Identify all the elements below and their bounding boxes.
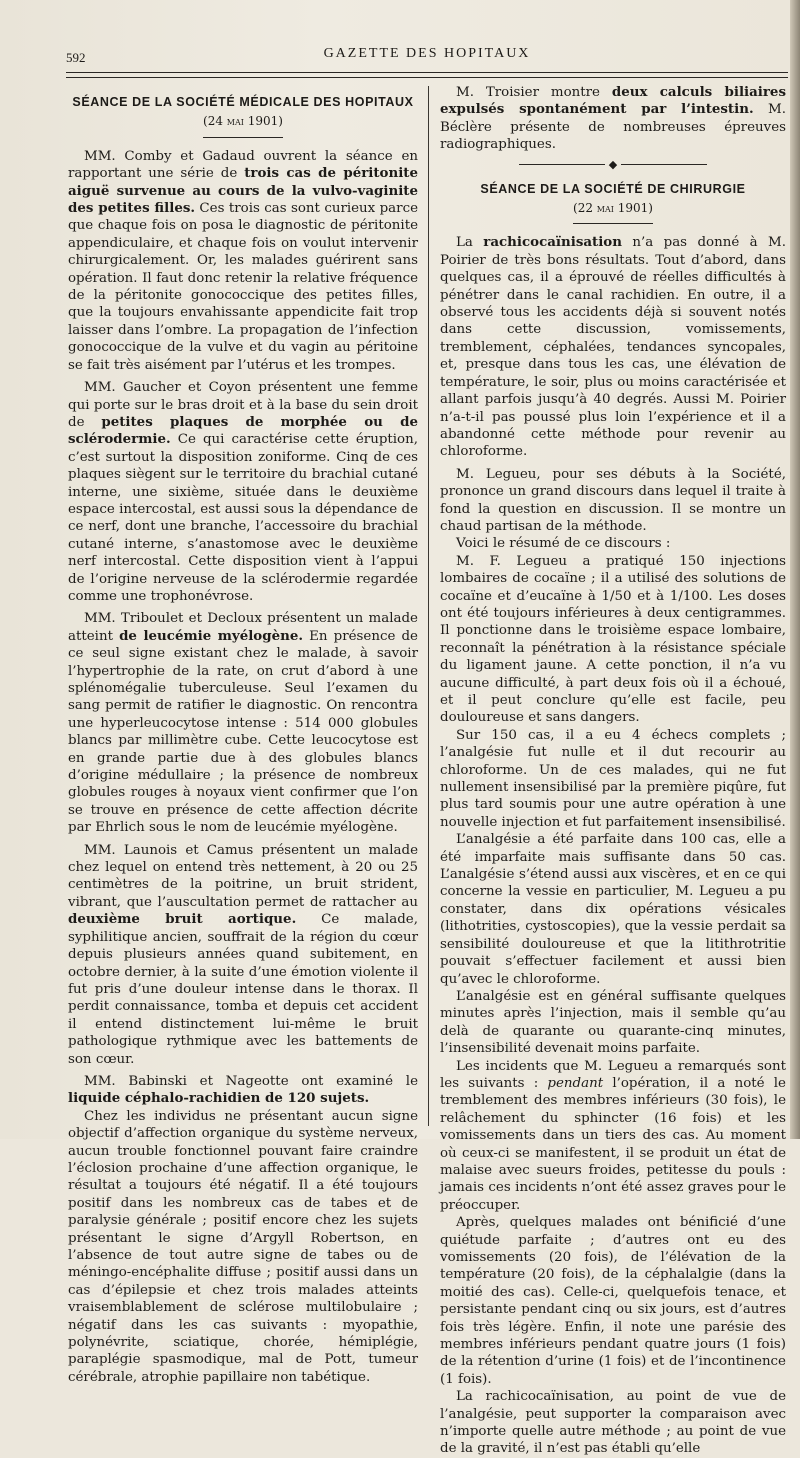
ornament-rule: ◆ <box>440 159 786 171</box>
text: M. Troisier montre <box>456 85 612 100</box>
text: MM. Babinski et Nageotte ont examiné le <box>84 1073 418 1089</box>
bold-text: liquide céphalo-rachidien de 120 sujets. <box>68 1090 370 1107</box>
date-month: mai <box>226 114 244 129</box>
text: En présence de ce seul signe existant chez le malade, à savoir l’hypertrophie de la rate, on crut d’abord à une splénomégalie tuberculeuse. Seul l’examen du sang permit de ratifier le diagnostic. On rencontra une hyperleucocytose intense : 514 000 globules blancs par millimètre cube. Cette leucocytose est en grande partie due à des globules blancs d’origine médullaire ; la présence de nombreux globules rouges à noyaux vient confirmer que l’on se trouve en présence de cette affection décrite par Ehrlich sous le nom de leucémie myélogène. <box>68 628 418 836</box>
bold-text: rachicocaïnisation <box>483 234 622 251</box>
paragraph-poirier <box>440 234 786 460</box>
text: La <box>456 235 484 251</box>
bold-text: petites plaques de morphée ou de sclérodermie. <box>68 413 418 448</box>
text: Ce qui caractérise cette éruption, c’est surtout la disposition zoniforme. Cinq de ces plaques siègent sur le territoire du brachial cutané interne, une sixième, située dans le deuxième espace intercostal, est aussi sous la dépendance de ce nerf, dont une branche, l’accessoire du brachial cutané interne, s’anastomose avec le deuxième nerf intercostal. Cette disposition vient à l’appui de l’origine nerveuse de la sclérodermie regardée comme une trophonévrose. <box>68 432 418 604</box>
paragraph-echecs: Sur 150 cas, il a eu 4 échecs complets ; l’analgésie fut nulle et il dut recourir au chloroforme. Un de ces malades, qui ne fut nullement insensibilisé par la première piqûre, fut plus tard soumis pour une autre opération à une nouvelle injection et fut parfaitement insensibilisé. <box>440 727 786 830</box>
section-date-chirurgie <box>440 200 786 217</box>
date-year: 1901) <box>243 114 283 129</box>
paragraph-babinski-nageotte <box>68 1073 418 1108</box>
text: Ce malade, syphilitique ancien, souffrait de la région du cœur depuis plusieurs années quand subitement, en octobre dernier, à la suite d’une émotion violente il fut pris d’une douleur intense dans le thorax. Il perdit connaissance, tomba et depuis cet accident il entend distinctement lui-même le bruit pathologique rythmique avec les battements de son cœur. <box>68 912 418 1067</box>
header-rule-thick <box>66 72 788 73</box>
date-year: 1901) <box>613 201 653 216</box>
section-rule <box>203 137 283 138</box>
paragraph-duree: L’analgésie est en général suffisante quelques minutes après l’injection, mais il semble qu’au delà de quarante ou quarante-cinq minutes, l’insensibilité devenait moins parfaite. <box>440 988 786 1057</box>
left-column <box>68 84 419 1385</box>
paragraph-babinski-results: Chez les individus ne présentant aucun signe objectif d’affection organique du système nerveux, aucun trouble fonctionnel pouvant faire craindre l’éclosion prochaine d’une affection organique, le résultat a toujours été négatif. Il a été toujours positif dans les nombreux cas de tabes et de paralysie générale ; positif encore chez les sujets présentant le signe d’Argyll Robertson, en l’absence de tout autre signe de tabes ou de méningo-encéphalite diffuse ; positif aussi dans un cas d’épilepsie et chez trois malades atteints vraisemblablement de sclérose multilobulaire ; négatif dans les cas suivants : myopathie, polynévrite, sciatique, chorée, hémiplégie, paraplégie spasmodique, mal de Pott, tumeur cérébrale, atrophie papillaire non tabétique. <box>68 1108 418 1385</box>
bold-text: deux calculs biliaires expulsés spontanément par l’intestin. <box>440 84 786 118</box>
right-column <box>440 84 786 1457</box>
date-day: (24 <box>203 114 227 129</box>
section-title-medicale: SÉANCE DE LA SOCIÉTÉ MÉDICALE DES HOPITAUX <box>72 95 414 109</box>
text: M. Béclère présente de nombreuses épreuves radiographiques. <box>440 102 786 153</box>
paragraph-apres: Après, quelques malades ont bénificié d’une quiétude parfaite ; d’autres ont eu des vomissements (20 fois), de l’élévation de la température (20 fois), de la céphalalgie (dans la moitié des cas). Celle-ci, quelquefois tenace, et persistante pendant cinq ou six jours, est d’autres fois très légère. Enfin, il note une parésie des membres inférieurs pendant quatre jours (1 fois) de la rétention d’urine (1 fois) et de l’incontinence (1 fois). <box>440 1215 786 1387</box>
paragraph-analgesie: L’analgésie a été parfaite dans 100 cas, elle a été imparfaite mais suffisante dans 50 cas. L’analgésie s’étend aussi aux viscères, et en ce qui concerne la vessie en particulier, M. Legueu a pu constater, dans dix opérations vésicales (lithotrities, cystoscopies), que la vessie perdait sa sensibilité douloureuse et que la litithrotritie pouvait s’effectuer facilement et aussi bien qu’avec le chloroforme. <box>440 832 786 987</box>
page-edge-shadow <box>790 0 800 1139</box>
page-number: 592 <box>66 50 86 65</box>
journal-title: GAZETTE DES HOPITAUX <box>323 46 531 61</box>
date-day: (22 <box>573 201 597 216</box>
text: MM. Triboulet et Decloux présentent un malade atteint <box>68 611 418 644</box>
page-header <box>66 42 788 64</box>
text: l’opération, il a noté le tremblement des membres inférieurs (30 fois), le relâchement du sphincter (16 fois) et les vomissements dans un tiers des cas. Au moment où ceux-ci se manifestent, il se produit un état de malaise avec sueurs froides, petitesse du pouls : jamais ces incidents n’ont été assez graves pour le préoccuper. <box>440 1075 786 1213</box>
paragraph-launois-camus <box>68 842 418 1068</box>
section-date-medicale <box>68 113 418 130</box>
bold-text: de leucémie myélogène. <box>119 627 304 644</box>
bold-text: trois cas de péritonite aiguë survenue au cours de la vulvo-vaginite des petites filles. <box>68 165 419 217</box>
text: MM. Comby et Gadaud ouvrent la séance en rapportant une série de <box>68 148 418 182</box>
paragraph-resume: Voici le résumé de ce discours : <box>456 536 671 552</box>
paragraph-troisier <box>440 84 786 154</box>
paragraph-legueu-intro: M. Legueu, pour ses débuts à la Société, prononce un grand discours dans lequel il traite à fond la question en discussion. Il se montre un chaud partisan de la méthode. <box>440 466 786 534</box>
date-month: mai <box>596 201 614 216</box>
text: MM. Gaucher et Coyon présentent une femme qui porte sur le bras droit et à la base du sein droit de <box>68 380 418 430</box>
section-title-chirurgie: SÉANCE DE LA SOCIÉTÉ DE CHIRURGIE <box>480 181 746 196</box>
bold-text: deuxième bruit aortique. <box>68 911 297 928</box>
paragraph-legueu-injections: M. F. Legueu a pratiqué 150 injections lombaires de cocaïne ; il a utilisé des solutions de cocaïne et d’eucaïne à 1/50 et à 1/100. Les doses ont été toujours inférieures à deux centigrammes. Il ponctionne dans le troisième espace lombaire, reconnaît la pénétration à la résistance spéciale du ligament jaune. A cette ponction, il n’a vu aucune difficulté, à part deux fois où il a échoué, et il peut conclure qu’elle est facile, peu douloureuse et sans dangers. <box>440 553 786 726</box>
text: Ces trois cas sont curieux parce que chaque fois on posa le diagnostic de péritonite appendiculaire, et chaque fois on voulut intervenir chirurgicalement. Or, les malades guérirent sans opération. Il faut donc retenir la relative fréquence de la péritonite gonococcique des petites filles, que la toujours envahissante appendicite fait trop laisser dans l’ombre. La propagation de l’infection gonococcique de la vulve et du vagin au péritoine se fait très aisément par l’utérus et les trompes. <box>68 201 418 373</box>
paragraph-triboulet-decloux <box>68 610 418 836</box>
section-rule <box>573 223 653 224</box>
column-divider <box>428 86 429 1126</box>
paragraph-conclusion: La rachicocaïnisation, au point de vue de l’analgésie, peut supporter la comparaison avec n’importe quelle autre méthode ; au point de vue de la gravité, il n’est pas établi qu’elle <box>440 1389 786 1457</box>
paragraph-incidents <box>440 1058 786 1215</box>
italic-text: pendant <box>547 1075 604 1091</box>
text: MM. Launois et Camus présentent un malade chez lequel on entend très nettement, à 20 ou 25 centimètres de la poitrine, un bruit strident, vibrant, que l’auscultation permet de rattacher au <box>68 842 418 910</box>
header-rule-thin <box>66 77 788 78</box>
paragraph-comby-gadaud <box>68 148 418 374</box>
text: n’a pas donné à M. Poirier de très bons résultats. Tout d’abord, dans quelques cas, il a éprouvé de réelles difficultés à pénétrer dans le canal rachidien. En outre, il a observé tous les accidents déjà si souvent notés dans cette discussion, vomissements, tremblement, céphalées, tendances syncopales, et, presque dans tous les cas, une élévation de température, le soir, plus ou moins caractérisée et allant parfois jusqu’à 40 degrés. Aussi M. Poirier n’a-t-il pas poussé plus loin l’expérience et il a abandonné cette méthode pour revenir au chloroforme. <box>440 235 786 460</box>
paragraph-gaucher-coyon <box>68 379 418 605</box>
text: Les incidents que M. Legueu a remarqués sont les suivants : <box>440 1058 786 1091</box>
